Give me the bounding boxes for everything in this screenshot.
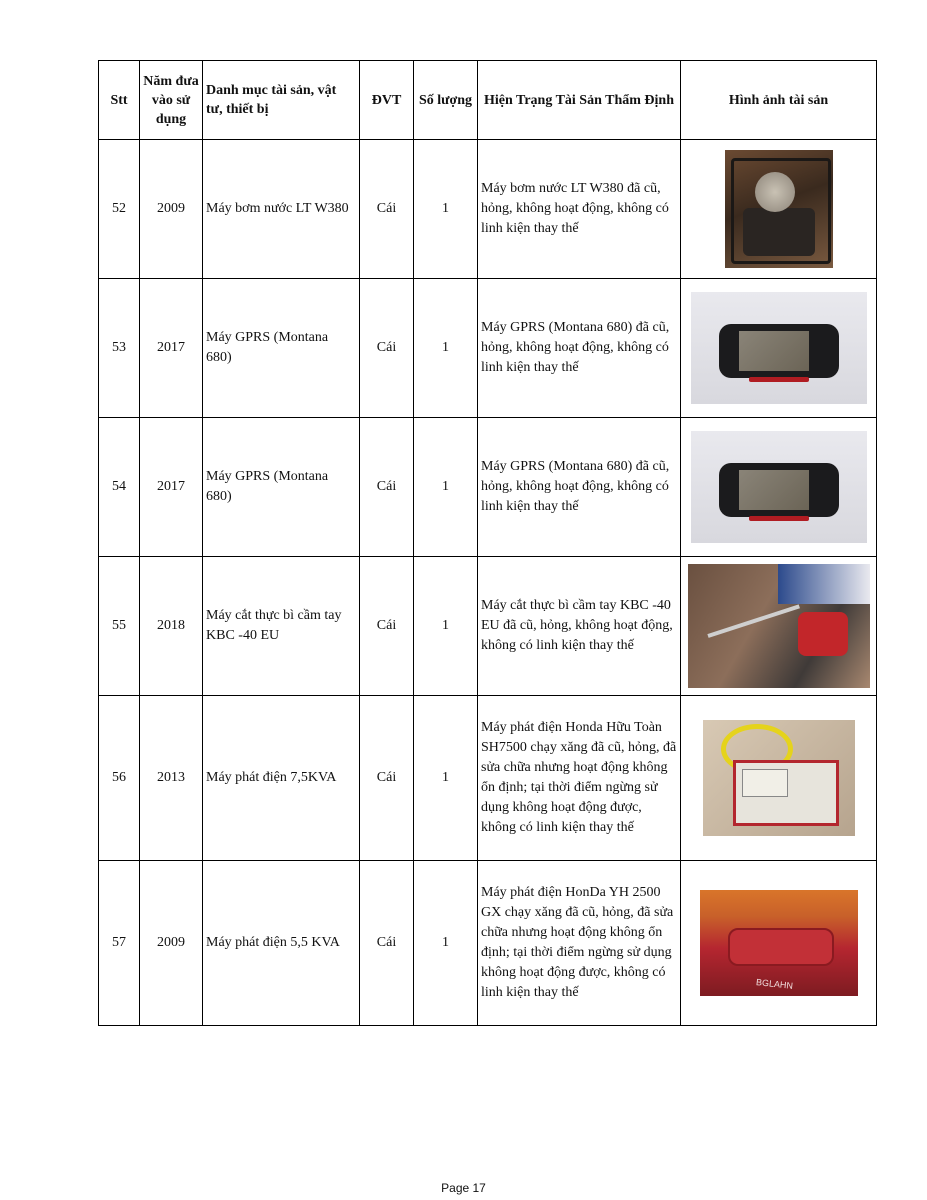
- header-row: [99, 61, 877, 140]
- table-row: [99, 418, 877, 557]
- header-hien-trang: Hiện Trạng Tài Sản Thẩm Định: [478, 61, 681, 140]
- cell-stt: 56: [99, 696, 140, 861]
- cell-hien-trang: Máy phát điện Honda Hữu Toàn SH7500 chạy xăng đã cũ, hỏng, đã sửa chữa nhưng hoạt động không ổn định; tại thời điểm ngừng sử dụng không hoạt động được, không có linh kiện thay thế: [478, 696, 681, 861]
- header-nam: Năm đưa vào sử dụng: [140, 61, 203, 140]
- water-pump-photo: [725, 150, 833, 268]
- cell-nam: 2009: [140, 861, 203, 1026]
- cell-hinh-anh: [681, 140, 877, 279]
- header-hinh-anh: Hình ảnh tài sản: [681, 61, 877, 140]
- cell-danh-muc: Máy GPRS (Montana 680): [203, 279, 360, 418]
- header-stt: Stt: [99, 61, 140, 140]
- cell-nam: 2017: [140, 418, 203, 557]
- cell-dvt: Cái: [360, 140, 414, 279]
- cell-so-luong: 1: [414, 418, 478, 557]
- cell-so-luong: 1: [414, 279, 478, 418]
- table-row: [99, 696, 877, 861]
- cell-hinh-anh: [681, 418, 877, 557]
- cell-nam: 2009: [140, 140, 203, 279]
- cell-stt: 53: [99, 279, 140, 418]
- table-row: [99, 557, 877, 696]
- gps-device-photo: [691, 292, 867, 404]
- cell-nam: 2018: [140, 557, 203, 696]
- cell-so-luong: 1: [414, 861, 478, 1026]
- table-row: [99, 279, 877, 418]
- cell-hien-trang: Máy phát điện HonDa YH 2500 GX chạy xăng đã cũ, hỏng, đã sửa chữa nhưng hoạt động không ổn định; tại thời điểm ngừng sử dụng không hoạt động được, không có linh kiện thay thế: [478, 861, 681, 1026]
- cell-stt: 55: [99, 557, 140, 696]
- header-danh-muc: Danh mục tài sản, vật tư, thiết bị: [203, 61, 360, 140]
- cell-hien-trang: Máy GPRS (Montana 680) đã cũ, hỏng, không hoạt động, không có linh kiện thay thế: [478, 279, 681, 418]
- cell-nam: 2017: [140, 279, 203, 418]
- cell-dvt: Cái: [360, 557, 414, 696]
- cell-stt: 52: [99, 140, 140, 279]
- cell-so-luong: 1: [414, 557, 478, 696]
- generator-photo: BGLAHN: [700, 890, 858, 996]
- cell-danh-muc: Máy GPRS (Montana 680): [203, 418, 360, 557]
- asset-table: [98, 60, 877, 1026]
- cell-danh-muc: Máy phát điện 5,5 KVA: [203, 861, 360, 1026]
- cell-nam: 2013: [140, 696, 203, 861]
- cell-stt: 57: [99, 861, 140, 1026]
- cell-so-luong: 1: [414, 696, 478, 861]
- cell-hinh-anh: [681, 557, 877, 696]
- generator-photo: [703, 720, 855, 836]
- brush-cutter-photo: [688, 564, 870, 688]
- cell-hien-trang: Máy cắt thực bì cầm tay KBC -40 EU đã cũ, hỏng, không hoạt động, không có linh kiện thay thế: [478, 557, 681, 696]
- cell-dvt: Cái: [360, 696, 414, 861]
- cell-hinh-anh: [681, 861, 877, 1026]
- header-dvt: ĐVT: [360, 61, 414, 140]
- page-footer: Page 17: [441, 1181, 486, 1195]
- cell-stt: 54: [99, 418, 140, 557]
- cell-danh-muc: Máy bơm nước LT W380: [203, 140, 360, 279]
- cell-hien-trang: Máy GPRS (Montana 680) đã cũ, hỏng, không hoạt động, không có linh kiện thay thế: [478, 418, 681, 557]
- cell-hien-trang: Máy bơm nước LT W380 đã cũ, hỏng, không hoạt động, không có linh kiện thay thế: [478, 140, 681, 279]
- cell-dvt: Cái: [360, 861, 414, 1026]
- table-row: [99, 861, 877, 1026]
- cell-dvt: Cái: [360, 279, 414, 418]
- cell-dvt: Cái: [360, 418, 414, 557]
- cell-hinh-anh: [681, 279, 877, 418]
- cell-hinh-anh: [681, 696, 877, 861]
- cell-danh-muc: Máy phát điện 7,5KVA: [203, 696, 360, 861]
- gps-device-photo: [691, 431, 867, 543]
- table-row: [99, 140, 877, 279]
- cell-so-luong: 1: [414, 140, 478, 279]
- cell-danh-muc: Máy cắt thực bì cầm tay KBC -40 EU: [203, 557, 360, 696]
- header-so-luong: Số lượng: [414, 61, 478, 140]
